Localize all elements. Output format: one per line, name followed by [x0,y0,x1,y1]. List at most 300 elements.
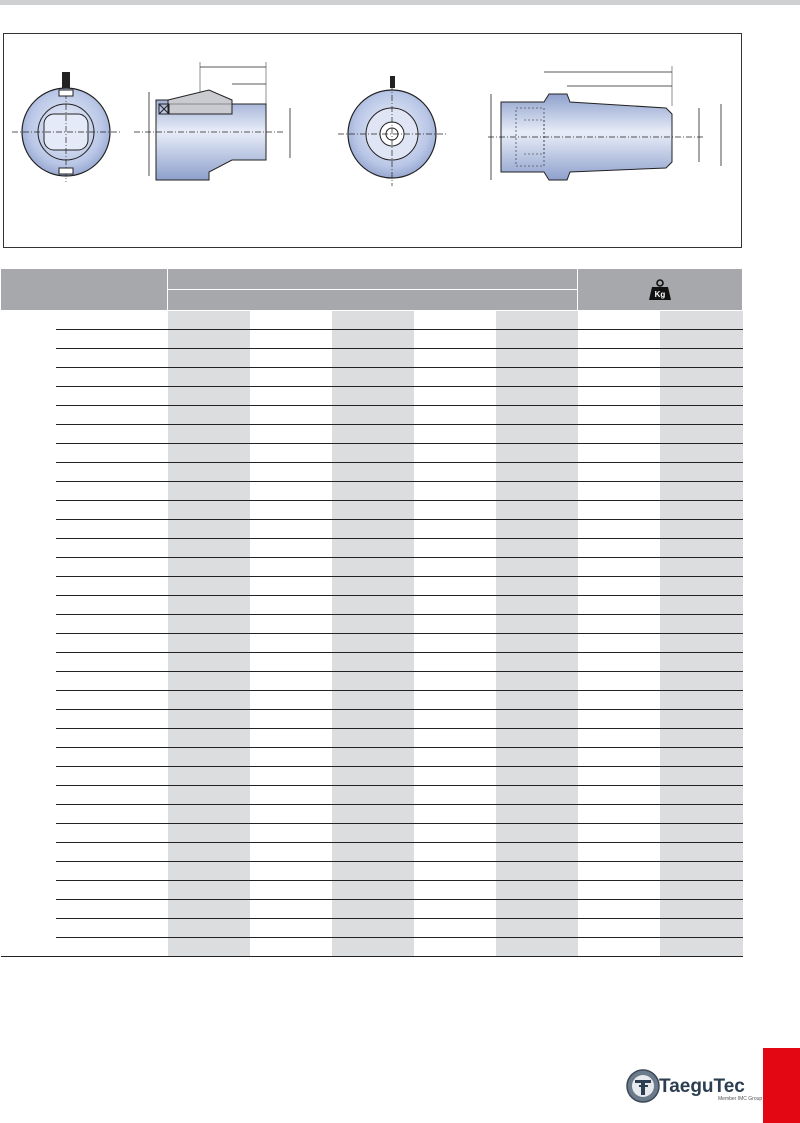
table-cell [168,577,250,596]
logo-tagline: Member IMC Group [718,1096,763,1102]
table-cell [578,539,660,558]
table-cell [250,368,332,387]
table-cell [660,444,743,463]
table-row [1,881,743,900]
table-cell [414,425,496,444]
table-cell [1,444,56,463]
table-cell [332,463,414,482]
table-cell [660,691,743,710]
logo-wordmark: TaeguTec [659,1076,745,1097]
table-cell [332,539,414,558]
table-cell [1,938,56,957]
table-row [1,938,743,957]
table-cell [56,748,168,767]
table-cell [496,862,578,881]
table-cell [168,368,250,387]
table-cell [578,938,660,957]
table-cell [496,881,578,900]
table-cell [660,596,743,615]
table-cell [56,615,168,634]
table-cell [56,463,168,482]
table-row [1,786,743,805]
dimensions-subheader [168,290,578,311]
table-cell [1,824,56,843]
table-cell [332,482,414,501]
table-cell [250,330,332,349]
table-cell [414,596,496,615]
table-row [1,843,743,862]
table-cell [660,710,743,729]
table-cell [660,558,743,577]
table-cell [414,691,496,710]
table-cell [250,805,332,824]
table-cell [250,729,332,748]
table-cell [56,900,168,919]
technical-drawing-panel [3,33,742,248]
table-header-row-1 [1,269,743,290]
table-cell [578,767,660,786]
table-cell [496,634,578,653]
table-cell [660,520,743,539]
table-cell [250,349,332,368]
table-row [1,862,743,881]
table-cell [250,444,332,463]
table-cell [332,368,414,387]
table-cell [56,843,168,862]
table-cell [578,710,660,729]
table-cell [578,520,660,539]
table-cell [496,748,578,767]
table-cell [496,444,578,463]
table-cell [250,710,332,729]
table-cell [250,881,332,900]
table-cell [250,786,332,805]
table-cell [168,463,250,482]
table-cell [578,615,660,634]
table-cell [660,862,743,881]
table-cell [332,615,414,634]
table-cell [56,634,168,653]
table-cell [578,444,660,463]
table-cell [496,349,578,368]
table-cell [56,824,168,843]
table-cell [332,710,414,729]
table-cell [578,653,660,672]
table-cell [332,767,414,786]
table-cell [332,501,414,520]
table-cell [496,482,578,501]
table-cell [414,558,496,577]
table-cell [578,311,660,330]
table-row [1,919,743,938]
table-cell [414,824,496,843]
table-cell [1,653,56,672]
table-cell [414,311,496,330]
table-cell [578,577,660,596]
table-cell [168,767,250,786]
table-cell [414,501,496,520]
table-cell [578,558,660,577]
table-cell [168,406,250,425]
table-cell [332,634,414,653]
table-cell [496,539,578,558]
table-row [1,520,743,539]
table-cell [56,729,168,748]
table-cell [414,520,496,539]
dimensions-header [168,269,578,290]
table-cell [168,919,250,938]
table-cell [578,805,660,824]
table-cell [1,748,56,767]
table-cell [56,406,168,425]
table-cell [496,596,578,615]
table-cell [56,577,168,596]
table-cell [414,577,496,596]
table-cell [414,444,496,463]
table-cell [496,672,578,691]
table-row [1,406,743,425]
table-cell [578,463,660,482]
table-cell [660,748,743,767]
table-cell [56,710,168,729]
table-cell [332,558,414,577]
table-row [1,501,743,520]
table-cell [496,368,578,387]
table-cell [578,634,660,653]
table-cell [332,805,414,824]
table-cell [168,748,250,767]
table-cell [1,368,56,387]
table-cell [56,919,168,938]
table-cell [250,919,332,938]
table-cell [250,748,332,767]
table-cell [660,501,743,520]
table-row [1,425,743,444]
table-cell [168,387,250,406]
table-cell [332,900,414,919]
table-cell [1,387,56,406]
table-cell [168,615,250,634]
table-row [1,596,743,615]
table-cell [578,843,660,862]
table-cell [168,482,250,501]
table-cell [168,634,250,653]
table-cell [168,539,250,558]
table-cell [496,710,578,729]
table-cell [660,615,743,634]
table-cell [56,501,168,520]
table-cell [414,843,496,862]
table-cell [168,520,250,539]
table-cell [250,425,332,444]
table-cell [414,805,496,824]
table-cell [578,862,660,881]
table-cell [578,349,660,368]
table-cell [496,330,578,349]
table-row [1,672,743,691]
table-cell [1,330,56,349]
table-cell [414,482,496,501]
table-cell [414,900,496,919]
table-row [1,539,743,558]
table-cell [660,786,743,805]
spec-table [0,268,743,957]
table-cell [414,729,496,748]
table-cell [168,691,250,710]
table-cell [660,577,743,596]
table-cell [332,577,414,596]
table-cell [578,786,660,805]
table-cell [250,615,332,634]
table-row [1,691,743,710]
table-cell [250,767,332,786]
table-cell [414,786,496,805]
table-cell [168,938,250,957]
table-cell [578,425,660,444]
table-cell [1,463,56,482]
table-cell [250,387,332,406]
table-cell [332,881,414,900]
table-cell [496,425,578,444]
table-row [1,710,743,729]
table-cell [332,444,414,463]
table-cell [1,539,56,558]
table-row [1,615,743,634]
table-cell [56,767,168,786]
table-cell [496,919,578,938]
top-bar [0,0,800,5]
table-cell [660,843,743,862]
table-cell [332,349,414,368]
table-cell [250,311,332,330]
tool-holder-drawings [4,34,743,249]
table-cell [1,406,56,425]
table-cell [660,900,743,919]
table-cell [660,463,743,482]
table-cell [250,862,332,881]
table-row [1,824,743,843]
table-row [1,482,743,501]
table-cell [414,862,496,881]
table-cell [168,710,250,729]
table-cell [250,463,332,482]
table-cell [578,900,660,919]
table-row [1,311,743,330]
table-cell [1,634,56,653]
side-view-2 [488,66,721,180]
table-cell [496,558,578,577]
table-cell [168,425,250,444]
table-cell [332,596,414,615]
table-cell [250,900,332,919]
table-cell [56,368,168,387]
table-cell [332,786,414,805]
logo-mark [626,1066,766,1106]
table-cell [1,691,56,710]
table-cell [332,843,414,862]
table-cell [496,691,578,710]
table-cell [56,387,168,406]
table-cell [660,634,743,653]
table-cell [496,311,578,330]
table-cell [332,387,414,406]
designation-header [1,269,168,311]
table-row [1,368,743,387]
table-cell [578,748,660,767]
front-view-2 [338,76,446,186]
table-cell [332,330,414,349]
table-cell [496,805,578,824]
table-cell [496,900,578,919]
table-cell [332,938,414,957]
table-cell [414,463,496,482]
table-cell [332,824,414,843]
table-cell [250,691,332,710]
table-cell [168,862,250,881]
table-cell [168,843,250,862]
table-cell [1,311,56,330]
table-cell [414,938,496,957]
table-cell [578,881,660,900]
weight-icon [647,279,673,301]
table-cell [496,406,578,425]
table-cell [414,881,496,900]
table-cell [332,672,414,691]
table-cell [578,501,660,520]
table-cell [496,520,578,539]
table-cell [1,425,56,444]
table-cell [56,938,168,957]
table-cell [250,482,332,501]
table-cell [578,368,660,387]
table-cell [250,672,332,691]
table-cell [332,653,414,672]
table-cell [332,406,414,425]
table-cell [414,634,496,653]
table-row [1,653,743,672]
table-cell [332,862,414,881]
table-cell [660,349,743,368]
table-row [1,748,743,767]
table-cell [168,824,250,843]
front-view-1 [12,72,120,182]
table-cell [1,501,56,520]
table-cell [414,615,496,634]
table-cell [332,691,414,710]
taegutec-logo [626,1066,766,1106]
table-row [1,634,743,653]
table-cell [660,539,743,558]
table-cell [250,520,332,539]
table-cell [660,805,743,824]
table-cell [496,577,578,596]
table-cell [56,672,168,691]
table-cell [660,425,743,444]
table-cell [496,463,578,482]
table-cell [332,311,414,330]
table-cell [578,482,660,501]
table-cell [578,824,660,843]
table-cell [250,634,332,653]
table-cell [168,311,250,330]
table-cell [56,653,168,672]
table-cell [168,729,250,748]
table-row [1,558,743,577]
table-cell [332,919,414,938]
table-cell [496,843,578,862]
table-row [1,577,743,596]
table-cell [496,653,578,672]
table-cell [250,938,332,957]
table-cell [414,653,496,672]
table-cell [1,577,56,596]
table-cell [332,425,414,444]
table-cell [496,615,578,634]
svg-text:Kg: Kg [654,289,666,299]
table-cell [578,691,660,710]
table-row [1,900,743,919]
side-view-1 [134,62,290,180]
table-cell [1,900,56,919]
table-cell [414,368,496,387]
table-cell [496,786,578,805]
table-cell [56,786,168,805]
table-cell [250,843,332,862]
table-cell [332,748,414,767]
table-cell [578,729,660,748]
table-cell [56,539,168,558]
table-cell [660,406,743,425]
table-cell [1,881,56,900]
table-cell [496,938,578,957]
table-cell [578,387,660,406]
table-row [1,805,743,824]
table-cell [168,444,250,463]
table-cell [250,824,332,843]
table-cell [250,539,332,558]
table-cell [1,786,56,805]
table-cell [496,729,578,748]
table-cell [1,919,56,938]
table-cell [1,729,56,748]
table-cell [496,501,578,520]
table-cell [56,805,168,824]
table-cell [332,520,414,539]
table-cell [414,330,496,349]
table-cell [250,558,332,577]
table-cell [168,596,250,615]
table-cell [56,482,168,501]
table-cell [168,330,250,349]
table-cell [414,406,496,425]
table-cell [1,767,56,786]
table-cell [168,653,250,672]
table-cell [414,539,496,558]
table-cell [250,596,332,615]
table-cell [250,406,332,425]
table-cell [250,577,332,596]
table-cell [168,786,250,805]
table-cell [56,691,168,710]
table-cell [56,881,168,900]
table-cell [168,349,250,368]
table-row [1,444,743,463]
table-cell [414,767,496,786]
table-cell [168,558,250,577]
table-cell [56,596,168,615]
table-cell [56,311,168,330]
table-cell [168,672,250,691]
